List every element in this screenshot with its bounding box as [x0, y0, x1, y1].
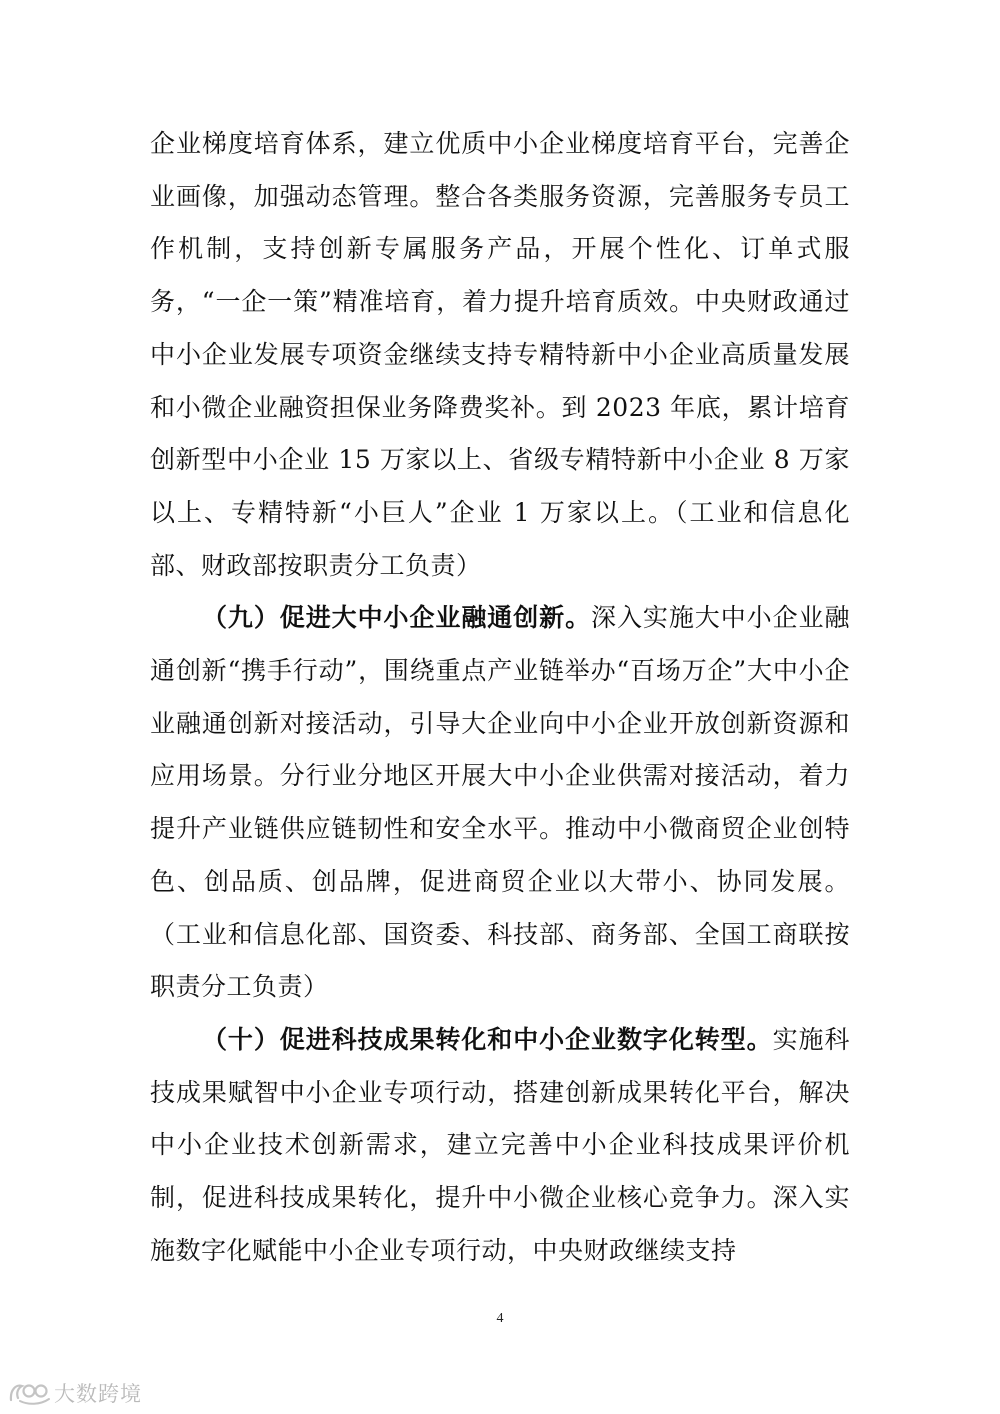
- paragraph-3-text: 实施科技成果赋智中小企业专项行动，搭建创新成果转化平台，解决中小企业技术创新需求，建立完善中小企业科技成果评价机制，促进科技成果转化，提升中小微企业核心竞争力。深入实施数字化赋能中小企业专项行动，中央财政继续支持: [150, 1024, 850, 1265]
- dashu-logo-icon: [8, 1380, 52, 1406]
- watermark-text: 大数跨境: [54, 1382, 142, 1406]
- paragraph-2: [150, 592, 850, 1014]
- section-heading-10: （十）促进科技成果转化和中小企业数字化转型。: [202, 1024, 773, 1054]
- paragraph-1-text: 企业梯度培育体系，建立优质中小企业梯度培育平台，完善企业画像，加强动态管理。整合各类服务资源，完善服务专员工作机制，支持创新专属服务产品，开展个性化、订单式服务，“一企一策”精准培育，着力提升培育质效。中央财政通过中小企业发展专项资金继续支持专精特新中小企业高质量发展和小微企业融资担保业务降费奖补。到 2023 年底，累计培育创新型中小企业 15 万家以上、省级专精特新中小企业 8 万家以上、专精特新“小巨人”企业 1 万家以上。（工业和信息化部、财政部按职责分工负责）: [150, 129, 850, 580]
- page-number: 4: [496, 1311, 504, 1326]
- paragraph-1: [150, 118, 850, 592]
- watermark: [8, 1378, 142, 1408]
- document-body: [150, 118, 850, 1277]
- section-heading-9: （九）促进大中小企业融通创新。: [202, 603, 592, 633]
- paragraph-3: [150, 1014, 850, 1278]
- paragraph-2-text: 深入实施大中小企业融通创新“携手行动”，围绕重点产业链举办“百场万企”大中小企业融通创新对接活动，引导大企业向中小企业开放创新资源和应用场景。分行业分地区开展大中小企业供需对接活动，着力提升产业链供应链韧性和安全水平。推动中小微商贸企业创特色、创品质、创品牌，促进商贸企业以大带小、协同发展。（工业和信息化部、国资委、科技部、商务部、全国工商联按职责分工负责）: [150, 603, 850, 1002]
